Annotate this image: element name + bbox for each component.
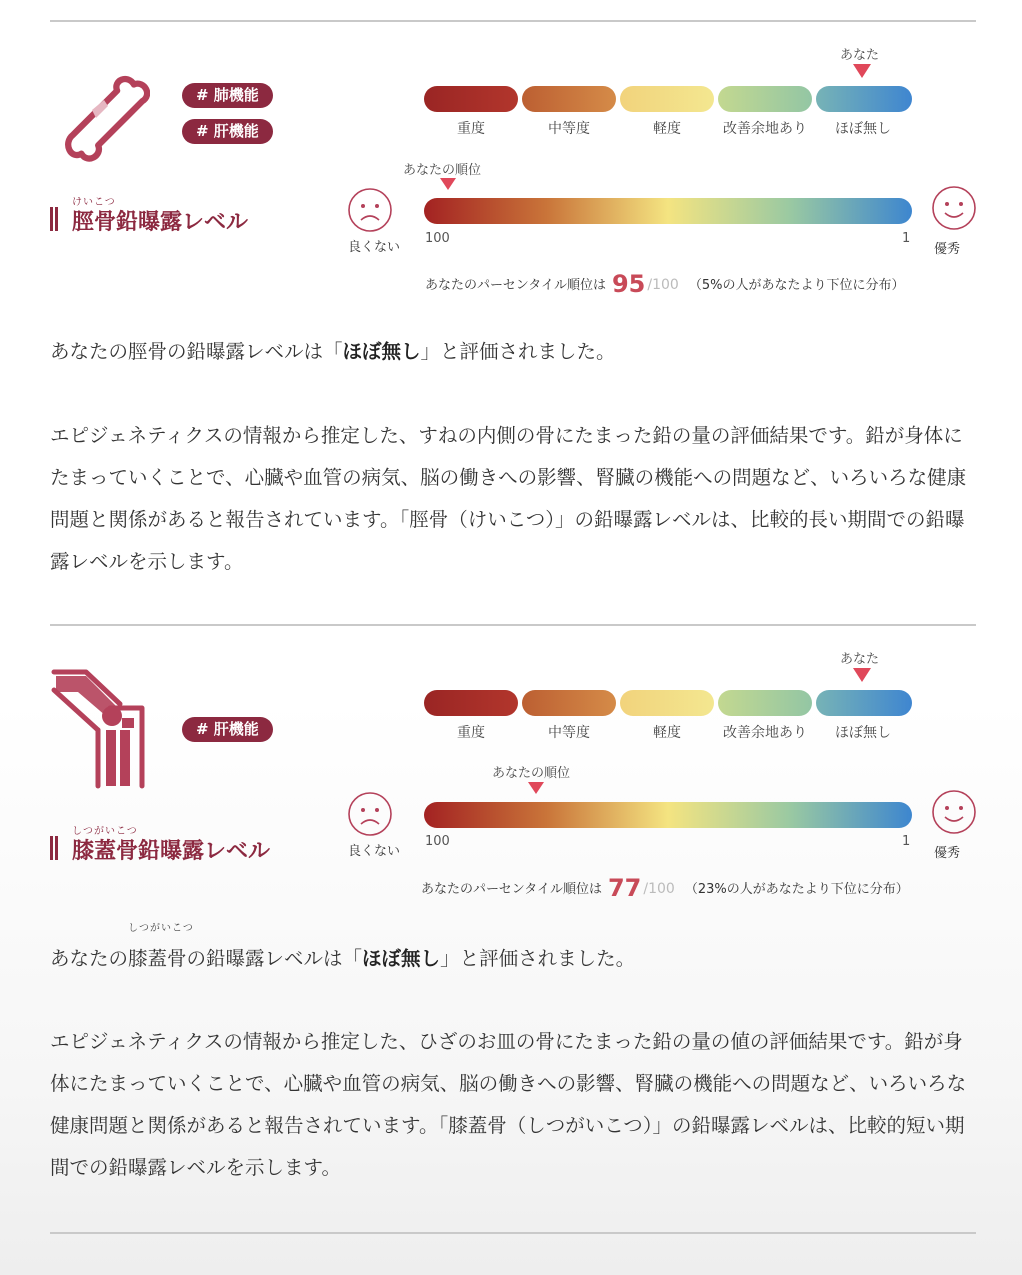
percentile-total: /100	[643, 881, 675, 897]
percentile-note: （5%の人があなたより下位に分布）	[688, 278, 905, 293]
result-text-post: 」と評価されました。	[420, 340, 616, 363]
percentile-prefix: あなたのパーセンタイル順位は	[425, 278, 606, 293]
sad-face-icon	[347, 187, 393, 233]
section-title: 膝蓋骨鉛曝露レベル	[72, 839, 271, 864]
title-ruby: しつがいこつ	[72, 826, 138, 837]
knee-joint-icon	[50, 668, 150, 792]
level-label-severe: 重度	[457, 725, 485, 741]
level-improvable-bar	[718, 86, 812, 112]
result-level-bold: ほぼ無し	[362, 947, 441, 970]
percentile-gradient-bar	[424, 198, 912, 224]
result-sentence	[50, 923, 980, 980]
level-label-improvable: 改善余地あり	[723, 725, 807, 741]
level-moderate-bar	[522, 86, 616, 112]
good-label: 優秀	[934, 242, 961, 257]
sad-face-icon	[347, 791, 393, 837]
happy-face-icon	[931, 789, 977, 835]
level-label-none: ほぼ無し	[835, 121, 891, 137]
divider-middle	[50, 624, 976, 626]
section-title: 脛骨鉛曝露レベル	[72, 210, 249, 235]
good-label: 優秀	[934, 846, 961, 861]
level-mild-bar	[620, 690, 714, 716]
level-mild-bar	[620, 86, 714, 112]
result-text-pre: あなたの脛骨の鉛曝露レベルは「	[50, 340, 343, 363]
result-text-post: 」と評価されました。	[440, 947, 636, 970]
description-paragraph: エピジェネティクスの情報から推定した、すねの内側の骨にたまった鉛の量の評価結果です。鉛が身体にたまっていくことで、心臓や血管の病気、脳の働きへの影響、腎臓の機能への問題など、いろいろな健康問題と関係があると報告されています。「脛骨（けいこつ）」の鉛曝露レベルは、比較的長い期間での鉛曝露レベルを示します。	[50, 424, 967, 573]
level-severe-bar	[424, 690, 518, 716]
tag-liver-function: # 肝機能	[182, 717, 273, 742]
level-label-none: ほぼ無し	[835, 725, 891, 741]
bone-icon	[48, 66, 150, 164]
scale-right-value: 1	[902, 834, 911, 849]
title-bar-mark	[50, 207, 53, 231]
tag-lung-function: # 肺機能	[182, 83, 273, 108]
rank-label: あなたの順位	[403, 163, 482, 178]
result-level-bold: ほぼ無し	[342, 340, 421, 363]
bad-label: 良くない	[348, 844, 401, 859]
percentile-total: /100	[647, 277, 679, 293]
level-label-moderate: 中等度	[548, 725, 590, 741]
title-ruby: けいこつ	[72, 197, 116, 208]
percentile-note: （23%の人があなたより下位に分布）	[684, 882, 909, 897]
result-ruby-word	[128, 923, 194, 980]
rank-marker-icon	[440, 178, 456, 190]
bad-label: 良くない	[348, 240, 401, 255]
scale-left-value: 100	[425, 834, 450, 849]
level-none-bar	[816, 690, 912, 716]
level-label-mild: 軽度	[653, 725, 681, 741]
percentile-value: 77	[607, 874, 642, 902]
level-label-moderate: 中等度	[548, 121, 590, 137]
you-label: あなた	[840, 48, 880, 63]
tag-liver-function: # 肝機能	[182, 119, 273, 144]
divider-bottom	[50, 1232, 976, 1234]
divider-top	[50, 20, 976, 22]
percentile-line	[421, 874, 909, 902]
level-none-bar	[816, 86, 912, 112]
level-severe-bar	[424, 86, 518, 112]
level-label-improvable: 改善余地あり	[723, 121, 807, 137]
result-text-pre: あなたの	[50, 947, 129, 970]
title-bar-mark	[50, 836, 53, 860]
scale-left-value: 100	[425, 231, 450, 246]
rank-label: あなたの順位	[492, 766, 571, 781]
level-moderate-bar	[522, 690, 616, 716]
you-marker-icon	[853, 668, 871, 682]
level-label-severe: 重度	[457, 121, 485, 137]
percentile-line	[425, 270, 904, 298]
percentile-gradient-bar	[424, 802, 912, 828]
level-label-mild: 軽度	[653, 121, 681, 137]
happy-face-icon	[931, 185, 977, 231]
you-label: あなた	[840, 652, 880, 667]
result-sentence	[50, 331, 980, 373]
you-marker-icon	[853, 64, 871, 78]
percentile-value: 95	[611, 270, 646, 298]
result-ruby-reading: しつがいこつ	[128, 923, 194, 934]
percentile-prefix: あなたのパーセンタイル順位は	[421, 882, 602, 897]
scale-right-value: 1	[902, 231, 911, 246]
result-text-pre2: の鉛曝露レベルは「	[186, 947, 363, 970]
level-improvable-bar	[718, 690, 812, 716]
result-ruby-base: 膝蓋骨	[128, 947, 187, 970]
description-paragraph: エピジェネティクスの情報から推定した、ひざのお皿の骨にたまった鉛の量の値の評価結果です。鉛が身体にたまっていくことで、心臓や血管の病気、脳の働きへの影響、腎臓の機能への問題など、いろいろな健康問題と関係があると報告されています。「膝蓋骨（しつがいこつ）」の鉛曝露レベルは、比較的短い期間での鉛曝露レベルを示します。	[50, 1030, 967, 1179]
rank-marker-icon	[528, 782, 544, 794]
